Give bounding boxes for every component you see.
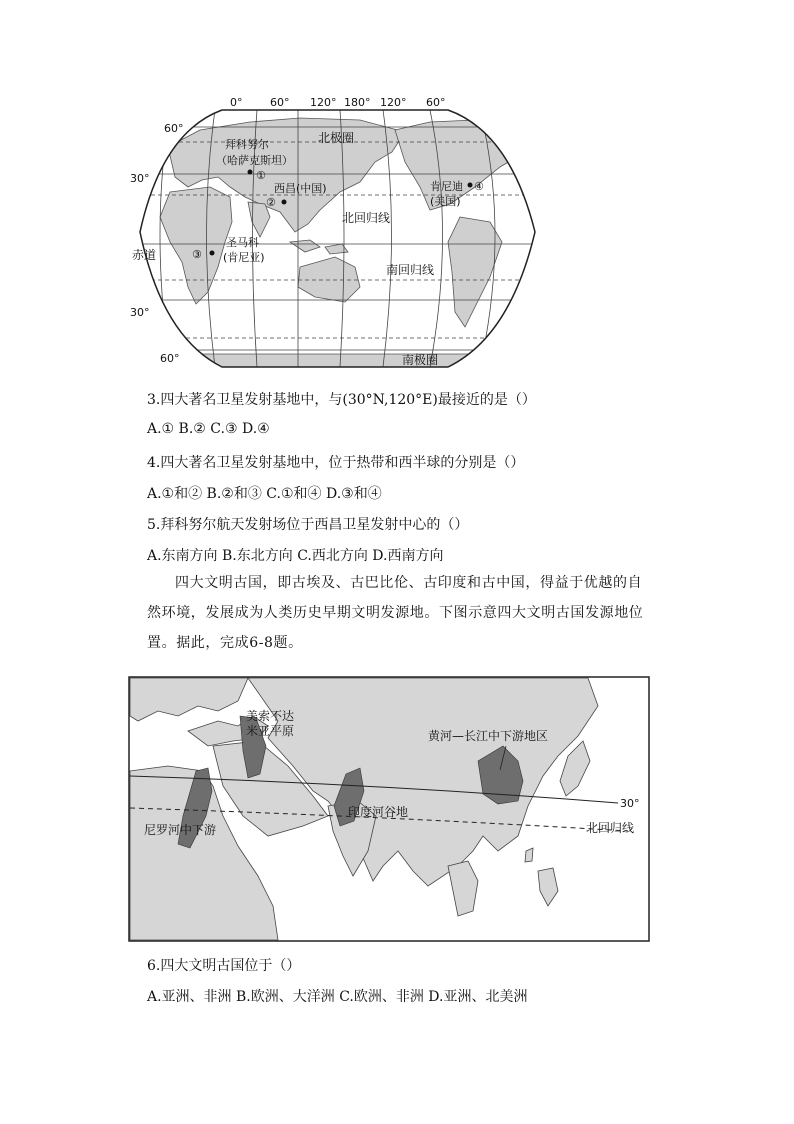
site-marker: [282, 200, 287, 205]
arctic-circle-label: 北极圈: [318, 131, 355, 145]
lon-label: 120°: [310, 96, 337, 109]
civilization-map: [128, 676, 650, 942]
world-map: [130, 92, 550, 374]
passage-text: 四大文明古国，即古埃及、古巴比伦、古印度和古中国，得益于优越的自然环境，发展成为人类历史早期文明发源地。下图示意四大文明古国发源地位置。据此，完成6-8题。: [147, 575, 644, 651]
question-6-options: A.亚洲、非洲 B.欧洲、大洋洲 C.欧洲、非洲 D.亚洲、北美洲: [147, 989, 528, 1005]
lon-label: 180°: [344, 96, 371, 109]
site-sanmarco-num: ③: [192, 248, 202, 261]
site-baikonur-num: ①: [256, 169, 266, 182]
site-baikonur-country: （哈萨克斯坦）: [216, 154, 293, 167]
question-3-options: A.① B.② C.③ D.④: [147, 421, 270, 437]
site-marker: [468, 183, 473, 188]
site-baikonur-name: 拜科努尔: [225, 138, 269, 151]
passage: [147, 568, 649, 658]
question-4-options: A.①和② B.②和③ C.①和④ D.③和④: [147, 486, 382, 502]
lat-label: 30°: [130, 172, 150, 185]
label-nile: 尼罗河中下游: [144, 823, 217, 837]
question-4: 4.四大著名卫星发射基地中，位于热带和西半球的分别是（）: [147, 455, 525, 471]
label-mesopotamia-2: 米亚平原: [246, 724, 295, 738]
site-marker: [210, 251, 215, 256]
site-kennedy-country: (美国): [430, 195, 461, 208]
lat-label: 60°: [164, 122, 184, 135]
lat-label-equator: 赤道: [132, 248, 157, 262]
site-sanmarco-name: 圣马科: [226, 236, 259, 249]
lon-label: 0°: [230, 96, 243, 109]
lon-label: 60°: [270, 96, 290, 109]
site-sanmarco-country: (肯尼亚): [223, 251, 265, 264]
site-marker: [248, 170, 253, 175]
label-lat-30: 30°: [620, 797, 640, 810]
lat-label: 60°: [160, 352, 180, 365]
tropic-capricorn-label: 南回归线: [386, 263, 435, 277]
label-mesopotamia-1: 美索不达: [246, 709, 295, 723]
site-xichang: 西昌(中国): [274, 182, 327, 195]
question-5: 5.拜科努尔航天发射场位于西昌卫星发射中心的（）: [147, 517, 469, 533]
site-xichang-num: ②: [266, 196, 276, 209]
lon-label: 120°: [380, 96, 407, 109]
question-6: 6.四大文明古国位于（）: [147, 958, 301, 974]
question-3: 3.四大著名卫星发射基地中，与(30°N,120°E)最接近的是（）: [147, 392, 536, 408]
antarctic-circle-label: 南极圈: [402, 353, 439, 367]
label-yellow-yangtze: 黄河—长江中下游地区: [428, 729, 549, 743]
label-tropic-cancer: 北回归线: [586, 821, 635, 835]
tropic-cancer-label: 北回归线: [342, 211, 391, 225]
lat-label: 30°: [130, 306, 150, 319]
site-kennedy-name: 肯尼迪: [430, 180, 463, 193]
question-5-options: A.东南方向 B.东北方向 C.西北方向 D.西南方向: [147, 548, 444, 564]
lon-label: 60°: [426, 96, 446, 109]
label-indus-valley: 印度河谷地: [348, 805, 409, 819]
site-kennedy-num: ④: [474, 180, 484, 193]
